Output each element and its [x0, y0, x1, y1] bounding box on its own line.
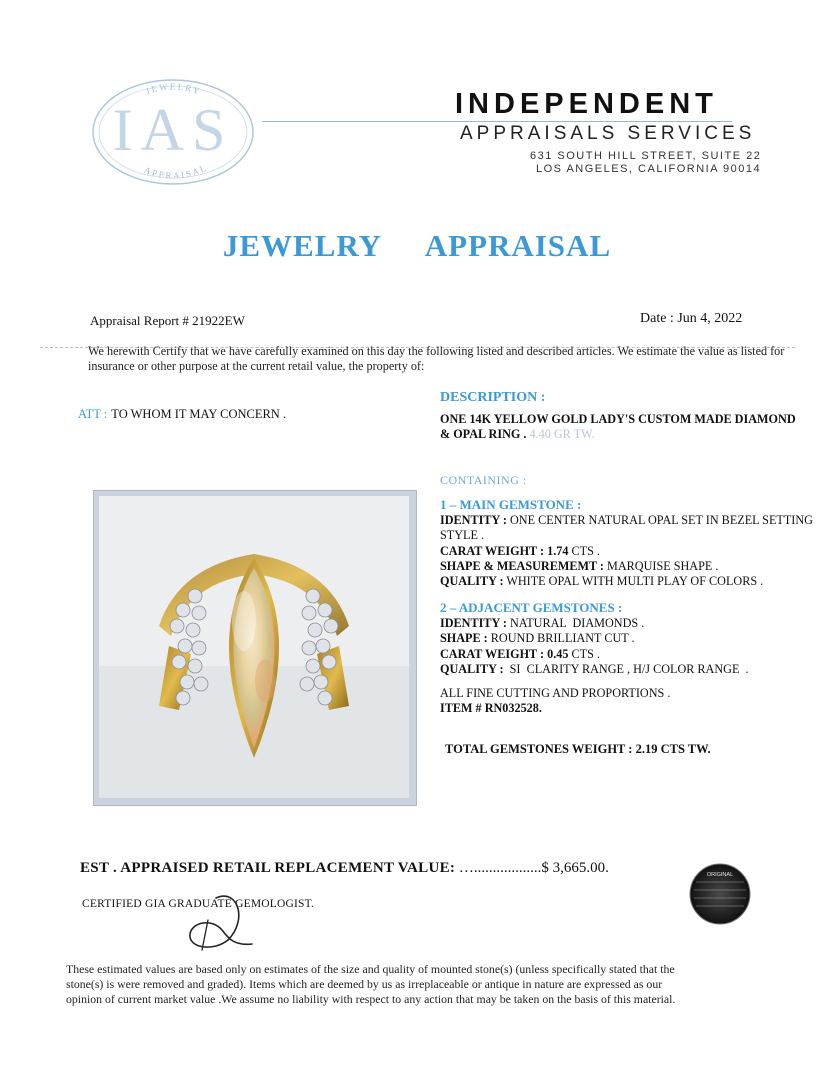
adjacent-identity-row: IDENTITY : NATURAL DIAMONDS . — [440, 616, 645, 631]
adjacent-shape-row: SHAPE : ROUND BRILLIANT CUT . — [440, 631, 635, 646]
value-label: EST . APPRAISED RETAIL REPLACEMENT VALUE: — [80, 860, 456, 876]
att-label: ATT : — [78, 407, 108, 421]
fine-cutting-text: ALL FINE CUTTING AND PROPORTIONS . — [440, 686, 671, 700]
item-number: ITEM # RN032528. — [440, 701, 542, 715]
logo-ring-bottom: APPRAISAL — [142, 162, 209, 181]
org-address-line2: LOS ANGELES, CALIFORNIA 90014 — [536, 163, 762, 175]
document-title: JEWELRY APPRAISAL — [222, 228, 612, 263]
appraised-value-line — [80, 860, 609, 877]
main-carat-row: CARAT WEIGHT : 1.74 CTS . — [440, 543, 600, 558]
report-number: Appraisal Report # 21922EW — [90, 313, 245, 328]
main-quality-row: QUALITY : WHITE OPAL WITH MULTI PLAY OF COLORS . — [440, 574, 764, 589]
ring-illustration — [99, 496, 409, 798]
ring-photo — [99, 496, 409, 798]
description-weight: 4.40 GR TW. — [529, 427, 595, 441]
ias-logo — [88, 72, 258, 190]
main-shape-row: SHAPE & MEASUREMEMT : MARQUISE SHAPE . — [440, 558, 719, 573]
description-text: ONE 14K YELLOW GOLD LADY'S CUSTOM MADE DIAMOND & OPAL RING . — [440, 412, 796, 441]
adjacent-quality-row: QUALITY : SI CLARITY RANGE , H/J COLOR RANGE . — [440, 661, 749, 676]
value-dots: …..................$ — [455, 860, 549, 876]
svg-text:APPRAISAL — [143, 162, 209, 180]
att-value: TO WHOM IT MAY CONCERN . — [111, 407, 287, 421]
adjacent-carat-row: CARAT WEIGHT : 0.45 CTS . — [440, 646, 600, 661]
seal-text: ORIGINAL — [706, 872, 734, 878]
adjacent-gemstones-heading: 2 – ADJACENT GEMSTONES : — [440, 600, 623, 615]
header-rule — [262, 121, 732, 122]
main-identity-row: IDENTITY : ONE CENTER NATURAL OPAL SET IN BEZEL SETTING STYLE . — [440, 513, 813, 543]
certify-statement: We herewith Certify that we have carefully examined on this day the following listed and described articles. We estimate the value as listed for insurance or other purpose at the current retail value, the property of: — [88, 344, 785, 373]
report-date: Date : Jun 4, 2022 — [640, 311, 743, 326]
org-name: INDEPENDENT — [455, 88, 718, 120]
logo-letters: IAS — [112, 97, 234, 163]
total-gemstones-weight: TOTAL GEMSTONES WEIGHT : 2.19 CTS TW. — [445, 742, 711, 756]
adjacent-gemstones-section — [440, 600, 820, 677]
org-subtitle: APPRAISALS SERVICES — [460, 123, 756, 144]
main-gemstone-section — [440, 497, 820, 589]
fine-cutting-block — [440, 686, 670, 716]
containing-label: CONTAINING : — [440, 473, 527, 487]
logo-ring-top: JEWELRY — [144, 81, 203, 97]
value-amount: 3,665.00. — [548, 860, 609, 876]
org-address-line1: 631 SOUTH HILL STREET, SUITE 22 — [530, 150, 762, 162]
attention-line — [78, 407, 286, 422]
signature — [168, 890, 268, 960]
main-gemstone-heading: 1 – MAIN GEMSTONE : — [440, 497, 582, 512]
hologram-seal — [688, 862, 752, 926]
disclaimer: These estimated values are based only on estimates of the size and quality of mounted stone(s) (unless specifically stated that the stone(s) is were removed and graded). Items which are deemed by us as irreplaceable or antique in nature are expressed as our opinion of current market value .We assume no liability with respect to any action that may be taken on the basis of this material. — [66, 962, 676, 1006]
certified-gemologist: CERTIFIED GIA GRADUATE GEMOLOGIST. — [82, 898, 315, 910]
svg-text:JEWELRY — [144, 81, 202, 96]
description-title: DESCRIPTION : — [440, 390, 546, 405]
description-body — [440, 412, 800, 442]
